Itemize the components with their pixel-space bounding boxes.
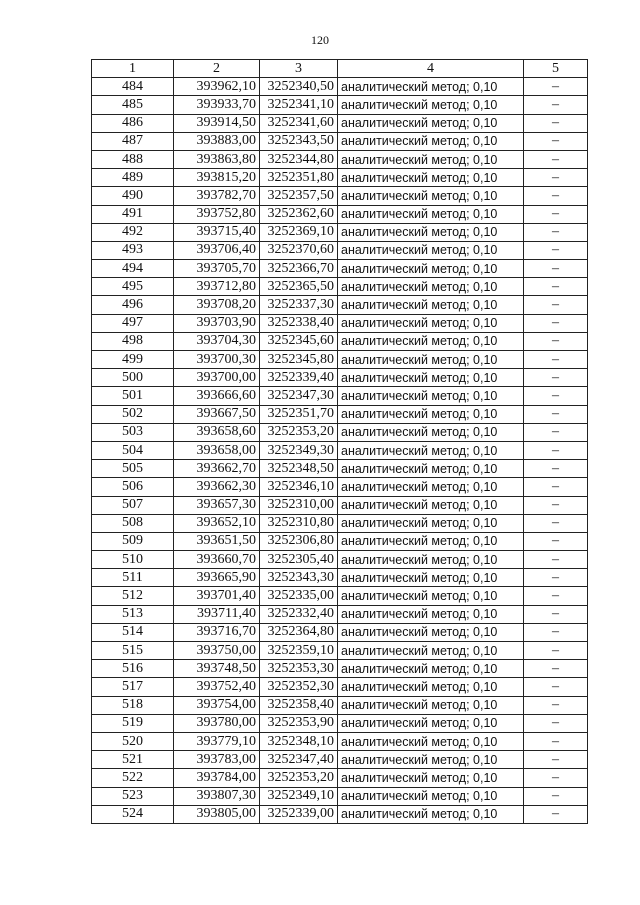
- x-coordinate-cell: 393815,20: [174, 169, 260, 187]
- dash-cell: –: [524, 714, 588, 732]
- method-accuracy-cell: аналитический метод; 0,10: [338, 532, 524, 550]
- point-number-cell: 518: [92, 696, 174, 714]
- method-accuracy-cell: аналитический метод; 0,10: [338, 278, 524, 296]
- dash-cell: –: [524, 660, 588, 678]
- x-coordinate-cell: 393700,00: [174, 369, 260, 387]
- x-coordinate-cell: 393752,80: [174, 205, 260, 223]
- y-coordinate-cell: 3252351,70: [260, 405, 338, 423]
- page-number: 120: [311, 33, 329, 47]
- y-coordinate-cell: 3252339,40: [260, 369, 338, 387]
- x-coordinate-cell: 393651,50: [174, 532, 260, 550]
- y-coordinate-cell: 3252352,30: [260, 678, 338, 696]
- x-coordinate-cell: 393780,00: [174, 714, 260, 732]
- table-row: [92, 805, 588, 823]
- x-coordinate-cell: 393779,10: [174, 732, 260, 750]
- method-accuracy-cell: аналитический метод; 0,10: [338, 405, 524, 423]
- point-number-cell: 501: [92, 387, 174, 405]
- point-number-cell: 509: [92, 532, 174, 550]
- method-accuracy-cell: аналитический метод; 0,10: [338, 241, 524, 259]
- x-coordinate-cell: 393667,50: [174, 405, 260, 423]
- y-coordinate-cell: 3252349,10: [260, 787, 338, 805]
- y-coordinate-cell: 3252369,10: [260, 223, 338, 241]
- table-row: [92, 114, 588, 132]
- table-row: [92, 569, 588, 587]
- dash-cell: –: [524, 114, 588, 132]
- x-coordinate-cell: 393863,80: [174, 150, 260, 168]
- header-cell: 4: [338, 60, 524, 78]
- table-row: [92, 478, 588, 496]
- method-accuracy-cell: аналитический метод; 0,10: [338, 642, 524, 660]
- method-accuracy-cell: аналитический метод; 0,10: [338, 460, 524, 478]
- x-coordinate-cell: 393700,30: [174, 351, 260, 369]
- method-accuracy-cell: аналитический метод; 0,10: [338, 78, 524, 96]
- point-number-cell: 500: [92, 369, 174, 387]
- y-coordinate-cell: 3252340,50: [260, 78, 338, 96]
- y-coordinate-cell: 3252337,30: [260, 296, 338, 314]
- method-accuracy-cell: аналитический метод; 0,10: [338, 150, 524, 168]
- dash-cell: –: [524, 169, 588, 187]
- point-number-cell: 521: [92, 751, 174, 769]
- x-coordinate-cell: 393704,30: [174, 332, 260, 350]
- method-accuracy-cell: аналитический метод; 0,10: [338, 260, 524, 278]
- dash-cell: –: [524, 387, 588, 405]
- x-coordinate-cell: 393660,70: [174, 551, 260, 569]
- dash-cell: –: [524, 605, 588, 623]
- y-coordinate-cell: 3252335,00: [260, 587, 338, 605]
- table-row: [92, 678, 588, 696]
- y-coordinate-cell: 3252338,40: [260, 314, 338, 332]
- y-coordinate-cell: 3252362,60: [260, 205, 338, 223]
- y-coordinate-cell: 3252346,10: [260, 478, 338, 496]
- y-coordinate-cell: 3252341,60: [260, 114, 338, 132]
- dash-cell: –: [524, 478, 588, 496]
- table-row: [92, 78, 588, 96]
- method-accuracy-cell: аналитический метод; 0,10: [338, 423, 524, 441]
- dash-cell: –: [524, 78, 588, 96]
- method-accuracy-cell: аналитический метод; 0,10: [338, 387, 524, 405]
- x-coordinate-cell: 393701,40: [174, 587, 260, 605]
- point-number-cell: 494: [92, 260, 174, 278]
- table-row: [92, 187, 588, 205]
- dash-cell: –: [524, 132, 588, 150]
- table-row: [92, 551, 588, 569]
- table-row: [92, 623, 588, 641]
- point-number-cell: 511: [92, 569, 174, 587]
- point-number-cell: 488: [92, 150, 174, 168]
- point-number-cell: 523: [92, 787, 174, 805]
- method-accuracy-cell: аналитический метод; 0,10: [338, 623, 524, 641]
- y-coordinate-cell: 3252353,30: [260, 660, 338, 678]
- dash-cell: –: [524, 460, 588, 478]
- x-coordinate-cell: 393662,70: [174, 460, 260, 478]
- table-row: [92, 278, 588, 296]
- x-coordinate-cell: 393750,00: [174, 642, 260, 660]
- dash-cell: –: [524, 187, 588, 205]
- dash-cell: –: [524, 569, 588, 587]
- dash-cell: –: [524, 205, 588, 223]
- dash-cell: –: [524, 314, 588, 332]
- y-coordinate-cell: 3252343,30: [260, 569, 338, 587]
- method-accuracy-cell: аналитический метод; 0,10: [338, 441, 524, 459]
- x-coordinate-cell: 393658,00: [174, 441, 260, 459]
- dash-cell: –: [524, 441, 588, 459]
- x-coordinate-cell: 393712,80: [174, 278, 260, 296]
- point-number-cell: 506: [92, 478, 174, 496]
- x-coordinate-cell: 393705,70: [174, 260, 260, 278]
- y-coordinate-cell: 3252353,90: [260, 714, 338, 732]
- method-accuracy-cell: аналитический метод; 0,10: [338, 205, 524, 223]
- y-coordinate-cell: 3252345,60: [260, 332, 338, 350]
- point-number-cell: 515: [92, 642, 174, 660]
- table-row: [92, 405, 588, 423]
- table-row: [92, 732, 588, 750]
- table-row: [92, 660, 588, 678]
- y-coordinate-cell: 3252349,30: [260, 441, 338, 459]
- table-row: [92, 169, 588, 187]
- table-row: [92, 514, 588, 532]
- table-body: [92, 78, 588, 824]
- y-coordinate-cell: 3252345,80: [260, 351, 338, 369]
- dash-cell: –: [524, 150, 588, 168]
- point-number-cell: 516: [92, 660, 174, 678]
- method-accuracy-cell: аналитический метод; 0,10: [338, 332, 524, 350]
- method-accuracy-cell: аналитический метод; 0,10: [338, 605, 524, 623]
- point-number-cell: 508: [92, 514, 174, 532]
- x-coordinate-cell: 393703,90: [174, 314, 260, 332]
- table-row: [92, 332, 588, 350]
- method-accuracy-cell: аналитический метод; 0,10: [338, 660, 524, 678]
- table-row: [92, 150, 588, 168]
- table-row: [92, 787, 588, 805]
- y-coordinate-cell: 3252306,80: [260, 532, 338, 550]
- table-row: [92, 460, 588, 478]
- dash-cell: –: [524, 805, 588, 823]
- dash-cell: –: [524, 551, 588, 569]
- x-coordinate-cell: 393933,70: [174, 96, 260, 114]
- method-accuracy-cell: аналитический метод; 0,10: [338, 551, 524, 569]
- y-coordinate-cell: 3252351,80: [260, 169, 338, 187]
- dash-cell: –: [524, 423, 588, 441]
- method-accuracy-cell: аналитический метод; 0,10: [338, 351, 524, 369]
- y-coordinate-cell: 3252305,40: [260, 551, 338, 569]
- y-coordinate-cell: 3252341,10: [260, 96, 338, 114]
- method-accuracy-cell: аналитический метод; 0,10: [338, 169, 524, 187]
- point-number-cell: 520: [92, 732, 174, 750]
- y-coordinate-cell: 3252348,50: [260, 460, 338, 478]
- dash-cell: –: [524, 514, 588, 532]
- table-row: [92, 769, 588, 787]
- table-row: [92, 642, 588, 660]
- x-coordinate-cell: 393783,00: [174, 751, 260, 769]
- method-accuracy-cell: аналитический метод; 0,10: [338, 223, 524, 241]
- point-number-cell: 507: [92, 496, 174, 514]
- method-accuracy-cell: аналитический метод; 0,10: [338, 187, 524, 205]
- point-number-cell: 519: [92, 714, 174, 732]
- method-accuracy-cell: аналитический метод; 0,10: [338, 496, 524, 514]
- dash-cell: –: [524, 787, 588, 805]
- dash-cell: –: [524, 278, 588, 296]
- table-row: [92, 696, 588, 714]
- y-coordinate-cell: 3252353,20: [260, 769, 338, 787]
- table-header-row: [92, 60, 588, 78]
- point-number-cell: 486: [92, 114, 174, 132]
- y-coordinate-cell: 3252332,40: [260, 605, 338, 623]
- method-accuracy-cell: аналитический метод; 0,10: [338, 296, 524, 314]
- method-accuracy-cell: аналитический метод; 0,10: [338, 714, 524, 732]
- method-accuracy-cell: аналитический метод; 0,10: [338, 787, 524, 805]
- dash-cell: –: [524, 96, 588, 114]
- dash-cell: –: [524, 732, 588, 750]
- y-coordinate-cell: 3252359,10: [260, 642, 338, 660]
- point-number-cell: 502: [92, 405, 174, 423]
- point-number-cell: 493: [92, 241, 174, 259]
- header-cell: 1: [92, 60, 174, 78]
- table-row: [92, 260, 588, 278]
- dash-cell: –: [524, 678, 588, 696]
- x-coordinate-cell: 393711,40: [174, 605, 260, 623]
- dash-cell: –: [524, 587, 588, 605]
- table-row: [92, 387, 588, 405]
- y-coordinate-cell: 3252310,80: [260, 514, 338, 532]
- x-coordinate-cell: 393658,60: [174, 423, 260, 441]
- point-number-cell: 505: [92, 460, 174, 478]
- method-accuracy-cell: аналитический метод; 0,10: [338, 751, 524, 769]
- header-cell: 3: [260, 60, 338, 78]
- y-coordinate-cell: 3252310,00: [260, 496, 338, 514]
- point-number-cell: 491: [92, 205, 174, 223]
- point-number-cell: 487: [92, 132, 174, 150]
- x-coordinate-cell: 393652,10: [174, 514, 260, 532]
- dash-cell: –: [524, 296, 588, 314]
- method-accuracy-cell: аналитический метод; 0,10: [338, 114, 524, 132]
- x-coordinate-cell: 393708,20: [174, 296, 260, 314]
- table-row: [92, 241, 588, 259]
- point-number-cell: 498: [92, 332, 174, 350]
- table-row: [92, 96, 588, 114]
- x-coordinate-cell: 393716,70: [174, 623, 260, 641]
- dash-cell: –: [524, 405, 588, 423]
- point-number-cell: 504: [92, 441, 174, 459]
- method-accuracy-cell: аналитический метод; 0,10: [338, 96, 524, 114]
- y-coordinate-cell: 3252370,60: [260, 241, 338, 259]
- point-number-cell: 496: [92, 296, 174, 314]
- x-coordinate-cell: 393807,30: [174, 787, 260, 805]
- point-number-cell: 512: [92, 587, 174, 605]
- y-coordinate-cell: 3252358,40: [260, 696, 338, 714]
- y-coordinate-cell: 3252339,00: [260, 805, 338, 823]
- table-row: [92, 314, 588, 332]
- dash-cell: –: [524, 532, 588, 550]
- table-row: [92, 132, 588, 150]
- table-row: [92, 369, 588, 387]
- point-number-cell: 489: [92, 169, 174, 187]
- dash-cell: –: [524, 260, 588, 278]
- y-coordinate-cell: 3252344,80: [260, 150, 338, 168]
- dash-cell: –: [524, 642, 588, 660]
- method-accuracy-cell: аналитический метод; 0,10: [338, 514, 524, 532]
- table-row: [92, 223, 588, 241]
- y-coordinate-cell: 3252365,50: [260, 278, 338, 296]
- dash-cell: –: [524, 751, 588, 769]
- x-coordinate-cell: 393962,10: [174, 78, 260, 96]
- y-coordinate-cell: 3252353,20: [260, 423, 338, 441]
- method-accuracy-cell: аналитический метод; 0,10: [338, 569, 524, 587]
- point-number-cell: 492: [92, 223, 174, 241]
- point-number-cell: 524: [92, 805, 174, 823]
- table-row: [92, 296, 588, 314]
- point-number-cell: 485: [92, 96, 174, 114]
- dash-cell: –: [524, 332, 588, 350]
- x-coordinate-cell: 393752,40: [174, 678, 260, 696]
- point-number-cell: 517: [92, 678, 174, 696]
- dash-cell: –: [524, 241, 588, 259]
- point-number-cell: 503: [92, 423, 174, 441]
- table-row: [92, 441, 588, 459]
- header-cell: 2: [174, 60, 260, 78]
- method-accuracy-cell: аналитический метод; 0,10: [338, 769, 524, 787]
- x-coordinate-cell: 393715,40: [174, 223, 260, 241]
- x-coordinate-cell: 393782,70: [174, 187, 260, 205]
- x-coordinate-cell: 393784,00: [174, 769, 260, 787]
- method-accuracy-cell: аналитический метод; 0,10: [338, 314, 524, 332]
- point-number-cell: 499: [92, 351, 174, 369]
- table-row: [92, 532, 588, 550]
- table-row: [92, 714, 588, 732]
- x-coordinate-cell: 393657,30: [174, 496, 260, 514]
- dash-cell: –: [524, 623, 588, 641]
- method-accuracy-cell: аналитический метод; 0,10: [338, 678, 524, 696]
- x-coordinate-cell: 393805,00: [174, 805, 260, 823]
- table-row: [92, 496, 588, 514]
- method-accuracy-cell: аналитический метод; 0,10: [338, 732, 524, 750]
- y-coordinate-cell: 3252366,70: [260, 260, 338, 278]
- x-coordinate-cell: 393914,50: [174, 114, 260, 132]
- table-row: [92, 351, 588, 369]
- y-coordinate-cell: 3252364,80: [260, 623, 338, 641]
- x-coordinate-cell: 393883,00: [174, 132, 260, 150]
- dash-cell: –: [524, 223, 588, 241]
- method-accuracy-cell: аналитический метод; 0,10: [338, 587, 524, 605]
- point-number-cell: 490: [92, 187, 174, 205]
- x-coordinate-cell: 393666,60: [174, 387, 260, 405]
- x-coordinate-cell: 393748,50: [174, 660, 260, 678]
- header-cell: 5: [524, 60, 588, 78]
- method-accuracy-cell: аналитический метод; 0,10: [338, 132, 524, 150]
- point-number-cell: 514: [92, 623, 174, 641]
- point-number-cell: 522: [92, 769, 174, 787]
- y-coordinate-cell: 3252347,40: [260, 751, 338, 769]
- table-row: [92, 751, 588, 769]
- dash-cell: –: [524, 351, 588, 369]
- dash-cell: –: [524, 769, 588, 787]
- y-coordinate-cell: 3252347,30: [260, 387, 338, 405]
- dash-cell: –: [524, 696, 588, 714]
- x-coordinate-cell: 393662,30: [174, 478, 260, 496]
- point-number-cell: 497: [92, 314, 174, 332]
- method-accuracy-cell: аналитический метод; 0,10: [338, 369, 524, 387]
- dash-cell: –: [524, 496, 588, 514]
- y-coordinate-cell: 3252343,50: [260, 132, 338, 150]
- table-row: [92, 205, 588, 223]
- x-coordinate-cell: 393706,40: [174, 241, 260, 259]
- dash-cell: –: [524, 369, 588, 387]
- point-number-cell: 495: [92, 278, 174, 296]
- coordinates-table: [91, 59, 588, 824]
- method-accuracy-cell: аналитический метод; 0,10: [338, 478, 524, 496]
- table-row: [92, 587, 588, 605]
- table-row: [92, 423, 588, 441]
- point-number-cell: 510: [92, 551, 174, 569]
- x-coordinate-cell: 393665,90: [174, 569, 260, 587]
- x-coordinate-cell: 393754,00: [174, 696, 260, 714]
- method-accuracy-cell: аналитический метод; 0,10: [338, 696, 524, 714]
- point-number-cell: 484: [92, 78, 174, 96]
- point-number-cell: 513: [92, 605, 174, 623]
- y-coordinate-cell: 3252357,50: [260, 187, 338, 205]
- table-row: [92, 605, 588, 623]
- y-coordinate-cell: 3252348,10: [260, 732, 338, 750]
- method-accuracy-cell: аналитический метод; 0,10: [338, 805, 524, 823]
